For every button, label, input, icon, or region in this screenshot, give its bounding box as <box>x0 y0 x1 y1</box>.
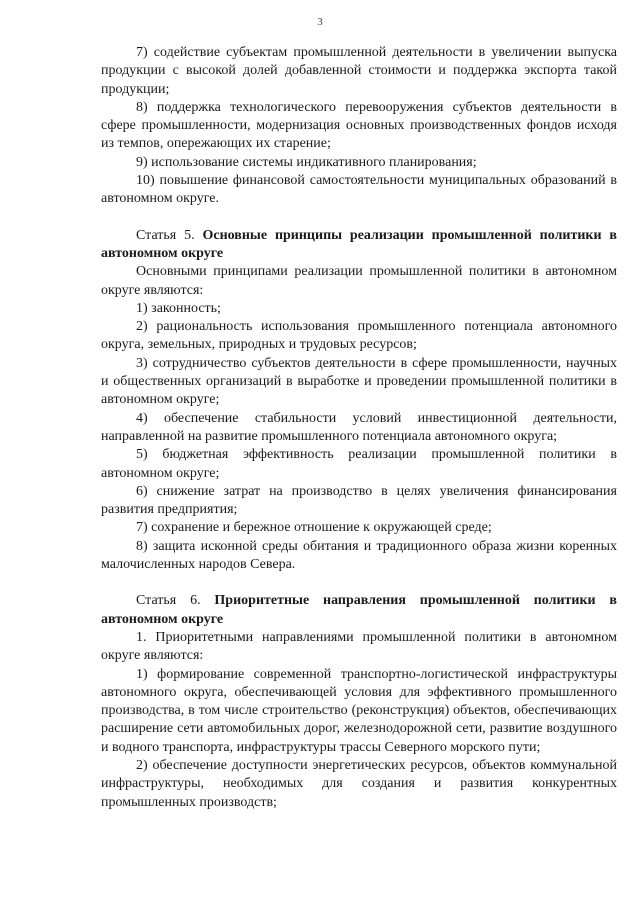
list-item: 3) сотрудничество субъектов деятельности в сфере промышленности, научных и общественных организаций в выработке и проведении промышленной политики в автономном округе; <box>101 355 617 408</box>
list-item: 8) защита исконной среды обитания и традиционного образа жизни коренных малочисленных народов Севера. <box>101 538 617 573</box>
paragraph: 7) содействие субъектам промышленной деятельности в увеличении выпуска продукции с высокой долей добавленной стоимости и поддержка экспорта такой продукции; <box>101 45 617 97</box>
article-5-title: Основные принципы реализации промышленной политики в автономном округе <box>101 227 617 261</box>
paragraph: 9) использование системы индикативного планирования; <box>136 154 477 170</box>
paragraph: 10) повышение финансовой самостоятельности муниципальных образований в автономном округе. <box>101 173 617 207</box>
article-5-intro: Основными принципами реализации промышленной политики в автономном округе являются: <box>101 264 617 298</box>
list-item: 1) формирование современной транспортно-логистической инфраструктуры автономного округа, обеспечивающей условия для эффективного промышленного производства, в том числе строительство (реконструкция) объектов, обеспечивающих расширение сети автомобильных дорог, железнодорожной сети, развитие воздушного и водного транспорта, инфраструктуры трассы Северного морского пути; <box>101 666 617 755</box>
page-number: 3 <box>317 16 323 28</box>
article-6-intro: 1. Приоритетными направлениями промышленной политики в автономном округе являются: <box>101 629 617 664</box>
article-6-heading <box>101 592 617 629</box>
article-5-prefix: Статья 5. <box>136 227 195 243</box>
list-item: 4) обеспечение стабильности условий инвестиционной деятельности, направленной на развитие промышленного потенциала автономного округа; <box>101 410 617 444</box>
article-5-heading <box>101 227 617 264</box>
article-6-title: Приоритетные направления промышленной политики в автономном округе <box>101 593 617 627</box>
article-6-prefix: Статья 6. <box>136 593 201 609</box>
list-item: 1) законность; <box>136 300 221 316</box>
list-item: 5) бюджетная эффективность реализации промышленной политики в автономном округе; <box>101 447 617 481</box>
list-item: 2) обеспечение доступности энергетических ресурсов, объектов коммунальной инфраструктуры, необходимых для создания и развития конкурентных промышленных производств; <box>101 757 617 810</box>
list-item: 6) снижение затрат на производство в целях увеличения финансирования развития предприятия; <box>101 483 617 518</box>
list-item: 2) рациональность использования промышленного потенциала автономного округа, земельных, природных и трудовых ресурсов; <box>101 319 617 353</box>
list-item: 7) сохранение и бережное отношение к окружающей среде; <box>136 520 492 536</box>
paragraph: 8) поддержка технологического перевооружения субъектов деятельности в сфере промышленности, модернизация основных производственных фондов исходя из темпов, опережающих их старение; <box>101 99 617 152</box>
document-body <box>101 44 617 812</box>
